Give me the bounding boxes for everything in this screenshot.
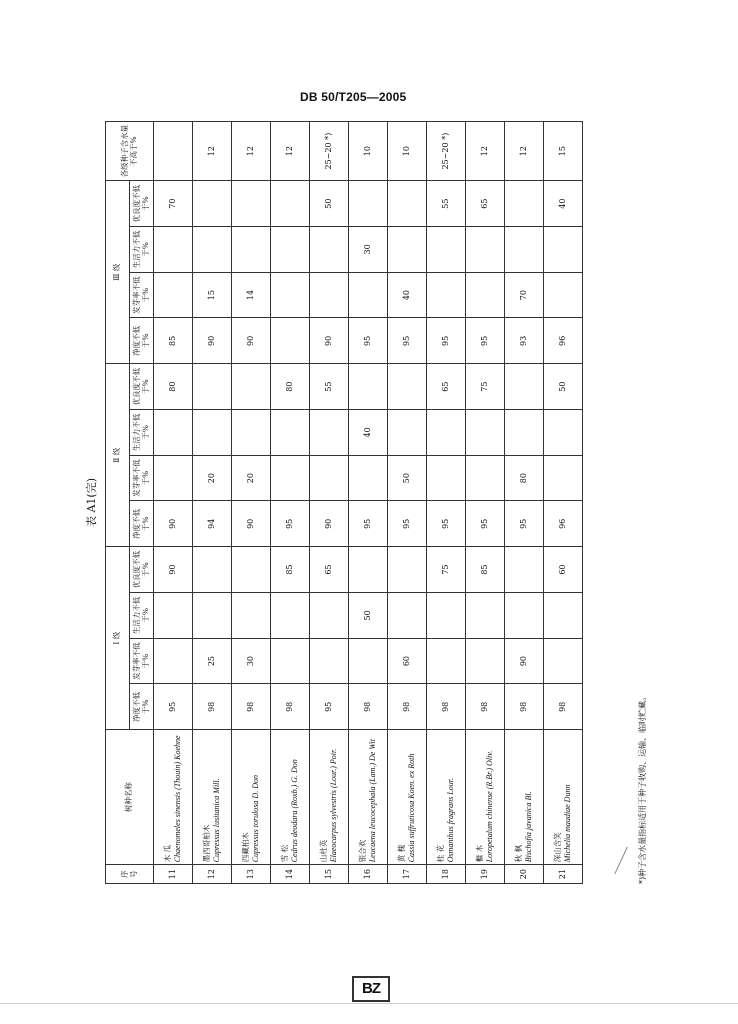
g1-viability-cell [271,592,310,638]
g2-quality-cell: 50 [544,364,583,410]
g3-germination-cell: 14 [232,272,271,318]
g3-viability-cell [193,227,232,273]
g1-viability-cell [466,592,505,638]
g1-purity-cell: 98 [466,684,505,730]
g2-germination-cell [427,455,466,501]
g2-viability-cell [466,409,505,455]
header-purity: 净度不低于% [130,318,154,364]
g2-germination-cell [466,455,505,501]
table-row [388,122,427,884]
header-quality: 优良度不低于% [130,364,154,410]
species-name-cell [193,730,232,865]
table-row [193,122,232,884]
g1-quality-cell [232,547,271,593]
header-germination: 发芽率不低于% [130,272,154,318]
header-species: 树种名称 [106,730,154,865]
species-chinese-name: 深山含笑 [553,832,563,863]
species-name-cell [466,730,505,865]
g2-germination-cell: 50 [388,455,427,501]
g1-germination-cell: 60 [388,638,427,684]
table-row [271,122,310,884]
table-row [310,122,349,884]
footnote: *)种子含水量指标适用于种子收购、运输、临时贮藏。 [638,692,647,884]
g3-purity-cell: 96 [544,318,583,364]
table-row [505,122,544,884]
g1-viability-cell [154,592,193,638]
header-grade-3: Ⅲ 级 [106,181,130,364]
g1-viability-cell [544,592,583,638]
g1-germination-cell [271,638,310,684]
g3-germination-cell [427,272,466,318]
g1-purity-cell: 98 [544,684,583,730]
g1-purity-cell: 95 [154,684,193,730]
g3-quality-cell: 40 [544,181,583,227]
g1-purity-cell: 98 [427,684,466,730]
row-number: 12 [193,865,232,884]
header-viability: 生活力不低于% [130,227,154,273]
species-latin-name: Leucaena leucocephala (Lam.) De Wit [367,738,377,863]
species-latin-name: Cupressus lusitanica Mill. [211,778,221,863]
header-seq: 序号 [106,865,154,884]
species-chinese-name: 木 瓜 [163,844,173,863]
row-number: 11 [154,865,193,884]
g2-viability-cell [154,409,193,455]
g2-viability-cell: 40 [349,409,388,455]
table-row [349,122,388,884]
g2-viability-cell [193,409,232,455]
g2-viability-cell [310,409,349,455]
header-grade-2: Ⅱ 级 [106,364,130,547]
g3-quality-cell [505,181,544,227]
g1-viability-cell [388,592,427,638]
row-number: 17 [388,865,427,884]
species-chinese-name: 墨西哥柏木 [202,824,212,863]
g1-germination-cell [349,638,388,684]
g3-quality-cell [388,181,427,227]
g1-germination-cell: 90 [505,638,544,684]
g2-viability-cell [427,409,466,455]
g3-purity-cell: 90 [310,318,349,364]
g1-quality-cell: 85 [271,547,310,593]
g2-purity-cell: 94 [193,501,232,547]
moisture-cell: 10 [349,122,388,181]
moisture-cell: 12 [193,122,232,181]
table-row [466,122,505,884]
g1-quality-cell: 60 [544,547,583,593]
g3-purity-cell: 90 [232,318,271,364]
g1-quality-cell: 75 [427,547,466,593]
g1-viability-cell [193,592,232,638]
seed-grade-table [105,121,583,884]
species-latin-name: Cassia suffruticosa Koen. ex Roth [406,753,416,863]
moisture-cell: 25~20 *) [310,122,349,181]
g2-germination-cell [349,455,388,501]
species-name-cell [388,730,427,865]
g2-purity-cell: 96 [544,501,583,547]
species-chinese-name: 桂 花 [436,844,446,863]
g1-germination-cell: 25 [193,638,232,684]
table-row [232,122,271,884]
g3-purity-cell: 95 [466,318,505,364]
moisture-cell: 12 [232,122,271,181]
g3-viability-cell [232,227,271,273]
g3-quality-cell [232,181,271,227]
g3-germination-cell [466,272,505,318]
header-quality: 优良度不低于% [130,181,154,227]
header-viability: 生活力不低于% [130,409,154,455]
g1-quality-cell: 65 [310,547,349,593]
g2-quality-cell [388,364,427,410]
header-grade-1: Ⅰ 级 [106,547,130,730]
moisture-cell [154,122,193,181]
g3-viability-cell [466,227,505,273]
species-chinese-name: 黄 槐 [397,844,407,863]
g2-viability-cell [544,409,583,455]
g3-quality-cell: 55 [427,181,466,227]
species-name-cell [505,730,544,865]
g1-quality-cell: 85 [466,547,505,593]
row-number: 15 [310,865,349,884]
g1-purity-cell: 98 [271,684,310,730]
g3-viability-cell [505,227,544,273]
g1-viability-cell [427,592,466,638]
g3-viability-cell [544,227,583,273]
g3-purity-cell: 85 [154,318,193,364]
moisture-cell: 25~20 *) [427,122,466,181]
header-viability: 生活力不低于% [130,592,154,638]
moisture-cell: 12 [505,122,544,181]
g2-viability-cell [232,409,271,455]
page-bottom-rule [0,1003,738,1004]
g3-purity-cell: 95 [388,318,427,364]
g2-quality-cell: 55 [310,364,349,410]
moisture-cell: 12 [466,122,505,181]
g3-viability-cell [388,227,427,273]
header-purity: 净度不低于% [130,684,154,730]
row-number: 18 [427,865,466,884]
species-latin-name: Cedrus deodara (Roxb.) G. Don [289,759,299,863]
species-chinese-name: 雪 松 [280,844,290,863]
g1-viability-cell [310,592,349,638]
g1-germination-cell [154,638,193,684]
g2-germination-cell [154,455,193,501]
g2-purity-cell: 95 [271,501,310,547]
g2-viability-cell [271,409,310,455]
g3-quality-cell: 65 [466,181,505,227]
g1-germination-cell [544,638,583,684]
g3-purity-cell [271,318,310,364]
species-name-cell [544,730,583,865]
g3-viability-cell [427,227,466,273]
header-quality: 优良度不低于% [130,547,154,593]
rotated-table-region [85,121,647,884]
g3-purity-cell: 95 [427,318,466,364]
g3-viability-cell [271,227,310,273]
g3-germination-cell [349,272,388,318]
g2-viability-cell [505,409,544,455]
document-code: DB 50/T205—2005 [300,90,407,104]
g1-germination-cell [310,638,349,684]
g1-quality-cell: 90 [154,547,193,593]
moisture-cell: 12 [271,122,310,181]
row-number: 20 [505,865,544,884]
g3-viability-cell: 30 [349,227,388,273]
g1-germination-cell [466,638,505,684]
species-name-cell [427,730,466,865]
species-latin-name: Loropetalum chinense (R.Br.) Oliv. [484,750,494,863]
species-latin-name: Bischofia javanica Bl. [523,791,533,863]
g2-quality-cell: 80 [154,364,193,410]
species-name-cell [232,730,271,865]
table-row [544,122,583,884]
g2-viability-cell [388,409,427,455]
g3-germination-cell [271,272,310,318]
publisher-logo: BZ [352,976,390,1002]
row-number: 19 [466,865,505,884]
g1-purity-cell: 98 [349,684,388,730]
g2-germination-cell [544,455,583,501]
g3-purity-cell: 90 [193,318,232,364]
g3-germination-cell: 70 [505,272,544,318]
g3-germination-cell: 40 [388,272,427,318]
g3-quality-cell [193,181,232,227]
g2-quality-cell [193,364,232,410]
moisture-cell: 15 [544,122,583,181]
g3-quality-cell: 50 [310,181,349,227]
g1-viability-cell [505,592,544,638]
g1-purity-cell: 98 [193,684,232,730]
g2-purity-cell: 90 [154,501,193,547]
g3-viability-cell [154,227,193,273]
g3-purity-cell: 95 [349,318,388,364]
row-number: 21 [544,865,583,884]
g2-germination-cell: 20 [232,455,271,501]
g2-quality-cell: 75 [466,364,505,410]
g1-purity-cell: 98 [232,684,271,730]
row-number: 16 [349,865,388,884]
g2-quality-cell [232,364,271,410]
table-row [427,122,466,884]
g2-purity-cell: 95 [505,501,544,547]
table-row [154,122,193,884]
g2-purity-cell: 95 [388,501,427,547]
g1-viability-cell [232,592,271,638]
g1-viability-cell: 50 [349,592,388,638]
g2-germination-cell: 20 [193,455,232,501]
g2-purity-cell: 90 [310,501,349,547]
species-name-cell [271,730,310,865]
g3-germination-cell [310,272,349,318]
g3-purity-cell: 93 [505,318,544,364]
rotated-content [85,121,647,884]
g2-germination-cell [310,455,349,501]
g1-purity-cell: 98 [505,684,544,730]
species-latin-name: Cupressus torulosa D. Don [250,775,260,863]
g2-germination-cell [271,455,310,501]
g2-quality-cell: 65 [427,364,466,410]
species-latin-name: Michelia maudiae Dunn [562,784,572,863]
species-name-cell [154,730,193,865]
g1-purity-cell: 95 [310,684,349,730]
g1-quality-cell [505,547,544,593]
row-number: 14 [271,865,310,884]
g3-germination-cell [154,272,193,318]
species-latin-name: Elaeocarpus sylvestris (Lour.) Poir. [328,748,338,863]
species-chinese-name: 山杜英 [319,839,329,863]
g3-quality-cell [271,181,310,227]
g3-germination-cell: 15 [193,272,232,318]
g3-germination-cell [544,272,583,318]
g2-purity-cell: 90 [232,501,271,547]
species-chinese-name: 西藏柏木 [241,832,251,863]
header-purity: 净度不低于% [130,501,154,547]
g1-quality-cell [193,547,232,593]
g2-quality-cell [505,364,544,410]
g2-purity-cell: 95 [427,501,466,547]
table-title: 表 A1(完) [85,477,98,528]
g2-quality-cell [349,364,388,410]
row-number: 13 [232,865,271,884]
g1-quality-cell [388,547,427,593]
species-latin-name: Chaenomeles sinensis (Thouin) Koehne [172,735,182,863]
g3-quality-cell: 70 [154,181,193,227]
g3-quality-cell [349,181,388,227]
species-chinese-name: 银合欢 [358,839,368,863]
species-name-cell [349,730,388,865]
species-chinese-name: 檵 木 [475,844,485,863]
moisture-cell: 10 [388,122,427,181]
species-chinese-name: 秋 枫 [514,844,524,863]
g1-purity-cell: 98 [388,684,427,730]
g2-germination-cell: 80 [505,455,544,501]
header-germination: 发芽率不低于% [130,455,154,501]
g2-quality-cell: 80 [271,364,310,410]
g2-purity-cell: 95 [349,501,388,547]
species-latin-name: Osmanthus fragrans Lour. [445,778,455,863]
header-moisture: 各级种子含水量不高于% [106,122,154,181]
g1-germination-cell: 30 [232,638,271,684]
g1-quality-cell [349,547,388,593]
g3-viability-cell [310,227,349,273]
g2-purity-cell: 95 [466,501,505,547]
header-germination: 发芽率不低于% [130,638,154,684]
g1-germination-cell [427,638,466,684]
species-name-cell [310,730,349,865]
